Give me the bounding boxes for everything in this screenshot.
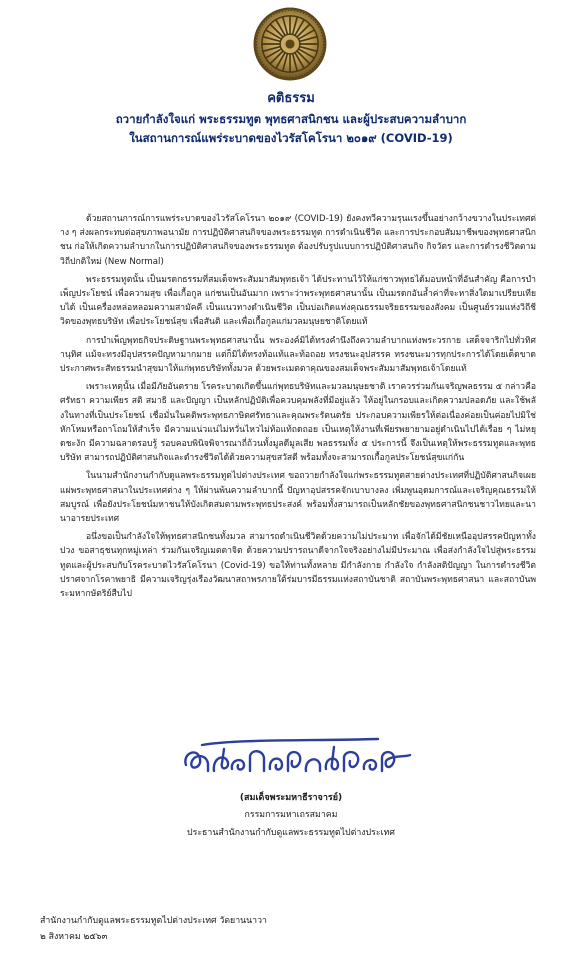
signatory-role: ประธานสำนักงานกำกับดูแลพระธรรมทูตไปต่างประเทศ: [187, 828, 395, 838]
paragraph: การบำเพ็ญพุทธกิจประดิษฐานพระพุทธศาสนานั้น พระองค์มิได้ทรงคำนึงถึงความลำบากแห่งพระวรกาย เสด็จจาริกไปทั่วทิศานุทิศ แม้จะทรงมีอุปสรรคปัญหามากมาย แต่ก็มิได้ทรงท้อแท้และท้อถอย ทรงชนะอุปสรรค ทรงชนะมารทุกประการได้โดยเด็ดขาด ประกาศพระสัทธรรมนำสุขมาให้แก่พุทธบริษัททั้งมวล ด้วยพระเมตตาคุณของสมเด็จพระสัมมาสัมพุทธเจ้าโดยแท้: [60, 335, 536, 375]
document-body: [60, 212, 536, 605]
handwritten-signature-icon: [178, 735, 418, 783]
paragraph: เพราะเหตุนั้น เมื่อมีภัยอันตราย โรคระบาดเกิดขึ้นแก่พุทธบริษัทและมวลมนุษยชาติ เราควรร่วมกันเจริญพลธรรม ๕ กล่าวคือ ศรัทธา ความเพียร สติ สมาธิ และปัญญา เป็นหลักปฏิบัติเพื่อควบคุมพลังที่มีอยู่แล้ว ให้อยู่ในกรอบและเกิดความปลอดภัย และใช้พลังในทางที่เป็นประโยชน์ เชื่อมั่นในคติพระพุทธภาษิตศรัทธาและคุณพระรัตนตรัย ประกอบความเพียรให้ต่อเนื่องค่อยเป็นค่อยไปมิใช่หักโหมหรือถาโถมให้สำเร็จ มีความแน่วแน่ไม่หวั่นไหวไม่ท้อแท้ถดถอย เป็นเหตุให้งานที่เพียรพยายามอยู่ดำเนินไปได้เรื่อย ๆ ไม่หยุดชะงัก มีความฉลาดรอบรู้ รอบคอบพินิจพิจารณาถี่ถ้วนทั้งมูลดีมูลเสีย พลธรรมทั้ง ๕ ประการนี้ จึงเป็นเหตุให้พระธรรมทูตและพุทธบริษัท สามารถปฏิบัติศาสนกิจและดำรงชีวิตได้ด้วยความสุขสวัสดี พร้อมทั้งจะสามารถเกื้อกูลประโยชน์สุขแก่กัน: [60, 382, 536, 464]
document-subtitle-2: ในสถานการณ์แพร่ระบาดของไวรัสโคโรนา ๒๐๑๙ (COVID-19): [129, 131, 453, 145]
dharma-wheel-seal-icon: [252, 6, 328, 82]
title-block: [0, 88, 582, 148]
footer-date: ๒ สิงหาคม ๒๕๖๓: [40, 932, 108, 942]
paragraph: ในนามสำนักงานกำกับดูแลพระธรรมทูตไปต่างประเทศ ขอถวายกำลังใจแก่พระธรรมทูตสายต่างประเทศที่ปฏิบัติศาสนกิจเผยแผ่พระพุทธศาสนาในประเทศต่าง ๆ ให้ผ่านพ้นความลำบากนี้ ปัญหาอุปสรรคจักเบาบางลง เพิ่มพูนอุดมการณ์และเจริญคุณธรรมให้สมบูรณ์ เพื่อยังประโยชน์มหาชนให้บังเกิดสมตามพระพุทธประสงค์ พร้อมทั้งสามารถเป็นหลักชัยของพุทธศาสนิกชนชาวไทยและนานาอารยประเทศ: [60, 471, 536, 525]
signatory-name: (สมเด็จพระมหาธีราจารย์): [239, 793, 343, 803]
paragraph: อนึ่งขอเป็นกำลังใจให้พุทธศาสนิกชนทั้งมวล สามารถดำเนินชีวิตด้วยความไม่ประมาท เพื่อจักได้มีชัยเหนืออุปสรรคปัญหาทั้งปวง ขอสาธุชนทุกหมู่เหล่า ร่วมกันเจริญเมตตาจิต ด้วยความปรารถนาดีจากใจจริงอย่างไม่มีประมาณ เพื่อส่งกำลังใจไปสู่พระธรรมทูตและผู้ประสบกับโรคระบาดไวรัสโคโรนา (Covid-19) ขอให้ท่านทั้งหลาย มีกำลังกาย กำลังใจ กำลังสติปัญญา ในการดำรงชีวิต ปราศจากโรคาพยาธิ มีความเจริญรุ่งเรืองวัฒนาสถาพรภายใต้ร่มบารมีธรรมแห่งสถาบันชาติ สถาบันพระพุทธศาสนา และสถาบันพระมหากษัตริย์สืบไป: [60, 532, 536, 600]
footer: [40, 913, 540, 945]
footer-office: สำนักงานกำกับดูแลพระธรรมทูตไปต่างประเทศ วัดยานนาวา: [40, 916, 267, 926]
signatory-role: กรรมการมหาเถรสมาคม: [244, 810, 338, 820]
document-title: คติธรรม: [267, 91, 315, 106]
document-subtitle: ถวายกำลังใจแก่ พระธรรมทูต พุทธศาสนิกชน และผู้ประสบความลำบาก: [115, 112, 467, 126]
paragraph: ด้วยสถานการณ์การแพร่ระบาดของไวรัสโคโรนา ๒๐๑๙ (COVID-19) ยังคงทวีความรุนแรงขึ้นอย่างกว้างขวางในประเทศต่าง ๆ ส่งผลกระทบต่อสุขภาพอนามัย การปฏิบัติศาสนกิจของพระธรรมทูต การดำเนินชีวิต และการประกอบสัมมาชีพของพุทธศาสนิกชน ก่อให้เกิดความลำบากในการปฏิบัติศาสนกิจของพระธรรมทูต ต้องปรับรูปแบบการปฏิบัติศาสนกิจ กิจวัตร และการดำรงชีวิตตามวิถีปกติใหม่ (New Normal): [60, 214, 536, 267]
paragraph: พระธรรมทูตนั้น เป็นมรดกธรรมที่สมเด็จพระสัมมาสัมพุทธเจ้า ได้ประทานไว้ให้แก่ชาวพุทธได้มอบหน้าที่อันสำคัญ คือการบำเพ็ญประโยชน์ เพื่อความสุข เพื่อเกื้อกูล แก่ชนเป็นอันมาก เพราะว่าพระพุทธศาสนานั้น เป็นมรดกอันล้ำค่าที่จะหาสิ่งใดมาเปรียบเทียบได้ เป็นเครื่องหล่อหลอมความสามัคคี เป็นแนวทางดำเนินชีวิต เป็นบ่อเกิดแห่งคุณธรรมจริยธรรมของสังคม เป็นศูนย์รวมแห่งวิถีชีวิตของพุทธบริษัท เพื่อประโยชน์สุข เพื่อสันติ และเพื่อเกื้อกูลแก่มวลมนุษยชาติโดยแท้: [60, 274, 536, 328]
